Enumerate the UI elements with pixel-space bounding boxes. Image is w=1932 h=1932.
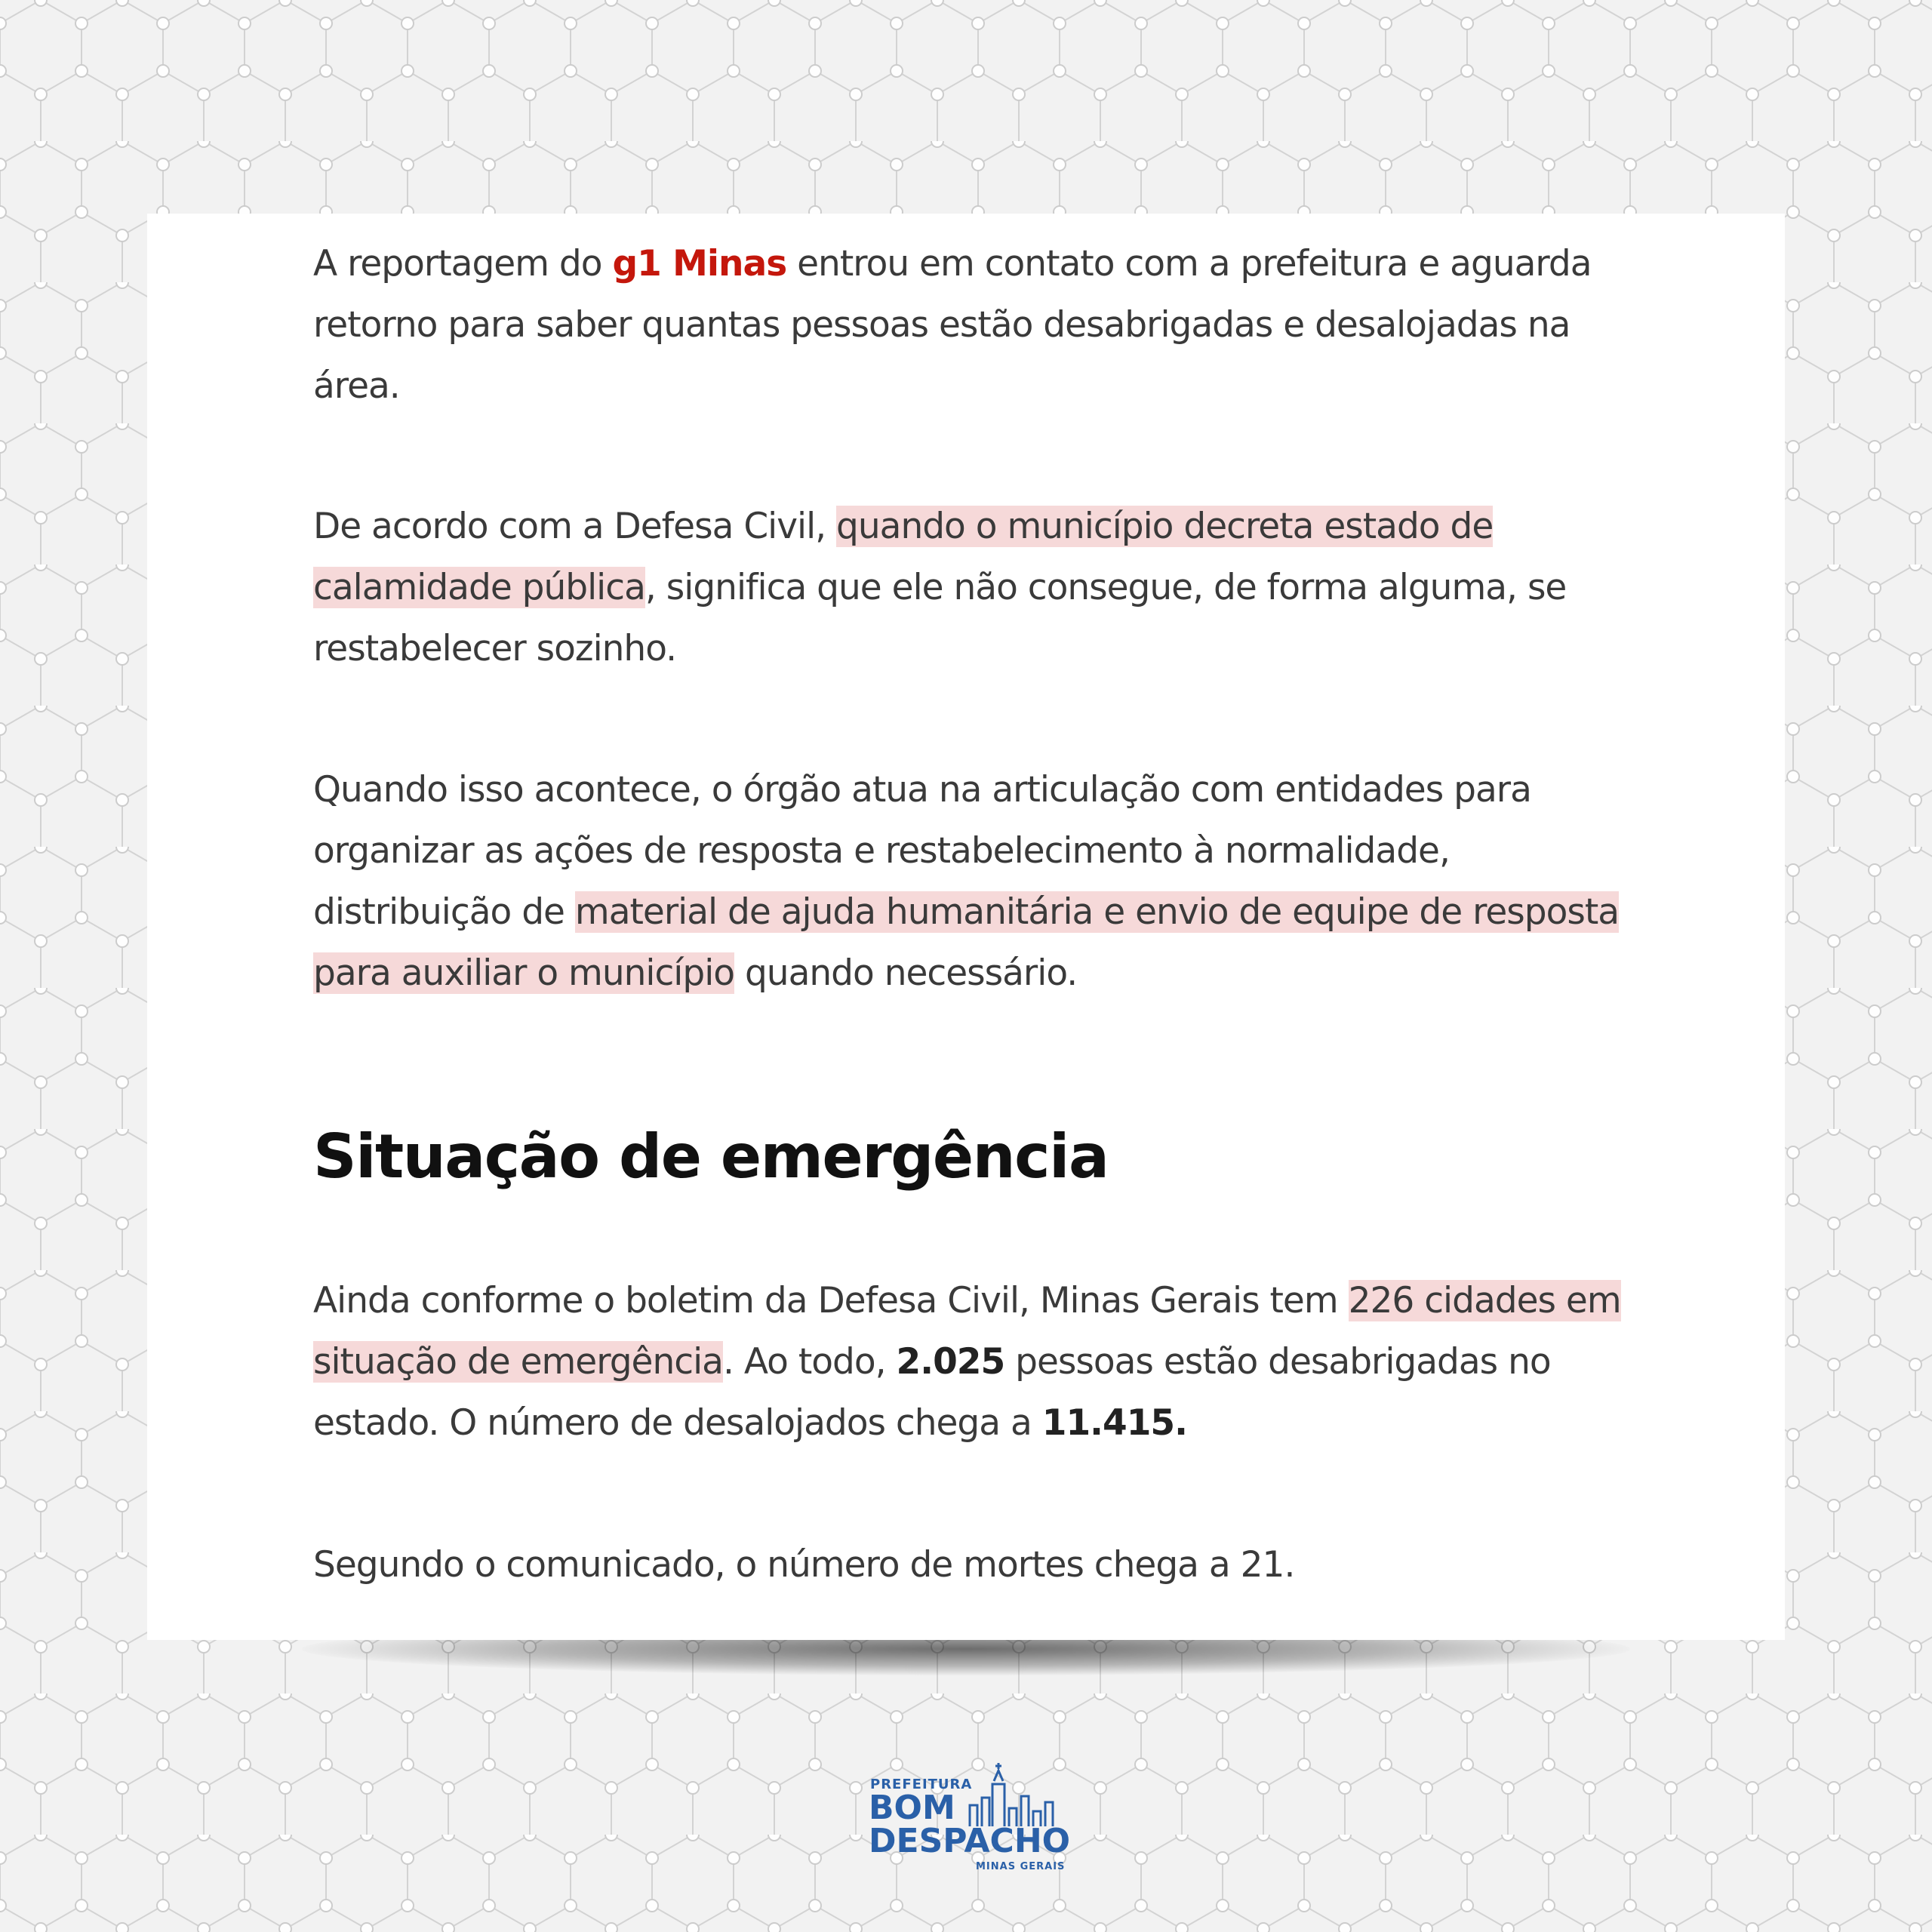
g1-minas-link[interactable]: g1 Minas: [612, 243, 787, 285]
p1-text-start: A reportagem do: [313, 243, 613, 285]
p2-text-end: , significa que ele não consegue, de forma alguma, se restabelecer sozinho.: [313, 567, 1567, 669]
p4-text-mid-2: pessoas estão desabrigadas no estado. O número de desalojados chega a: [313, 1341, 1551, 1444]
article-card: [147, 214, 1785, 1640]
p4-highlight: 226 cidades em situação de emergência: [313, 1280, 1621, 1383]
logo-despacho: DESPACHO: [869, 1822, 1071, 1860]
p2-highlight: quando o município decreta estado de calamidade pública: [313, 506, 1494, 608]
section-heading: Situação de emergência: [313, 1121, 1109, 1192]
homeless-count: 2.025: [896, 1341, 1005, 1383]
p4-text-mid: . Ao todo,: [722, 1341, 897, 1383]
p3-text-end: quando necessário.: [734, 952, 1078, 994]
paragraph-2: [313, 496, 1657, 679]
paragraph-4: [313, 1270, 1657, 1454]
logo-bom: BOM: [869, 1789, 955, 1827]
logo-prefeitura: PREFEITURA: [870, 1777, 973, 1792]
p4-text-start: Ainda conforme o boletim da Defesa Civil, Minas Gerais tem: [313, 1280, 1349, 1321]
paragraph-1: [313, 233, 1657, 417]
paragraph-5: Segundo o comunicado, o número de mortes chega a 21.: [313, 1544, 1295, 1586]
logo-minas-gerais: MINAS GERAIS: [976, 1861, 1066, 1872]
prefeitura-bom-despacho-logo: [864, 1758, 1071, 1902]
p3-text-start: Quando isso acontece, o órgão atua na articulação com entidades para organizar as ações de resposta e restabelecimento à normalidade, distribuição de: [313, 769, 1531, 933]
paragraph-3: [313, 759, 1657, 1004]
displaced-count: 11.415.: [1041, 1402, 1187, 1444]
p3-highlight: material de ajuda humanitária e envio de equipe de resposta para auxiliar o município: [313, 891, 1620, 994]
p1-text-end: entrou em contato com a prefeitura e aguarda retorno para saber quantas pessoas estão desabrigadas e desalojadas na área.: [313, 243, 1592, 407]
p2-text-start: De acordo com a Defesa Civil,: [313, 506, 837, 547]
